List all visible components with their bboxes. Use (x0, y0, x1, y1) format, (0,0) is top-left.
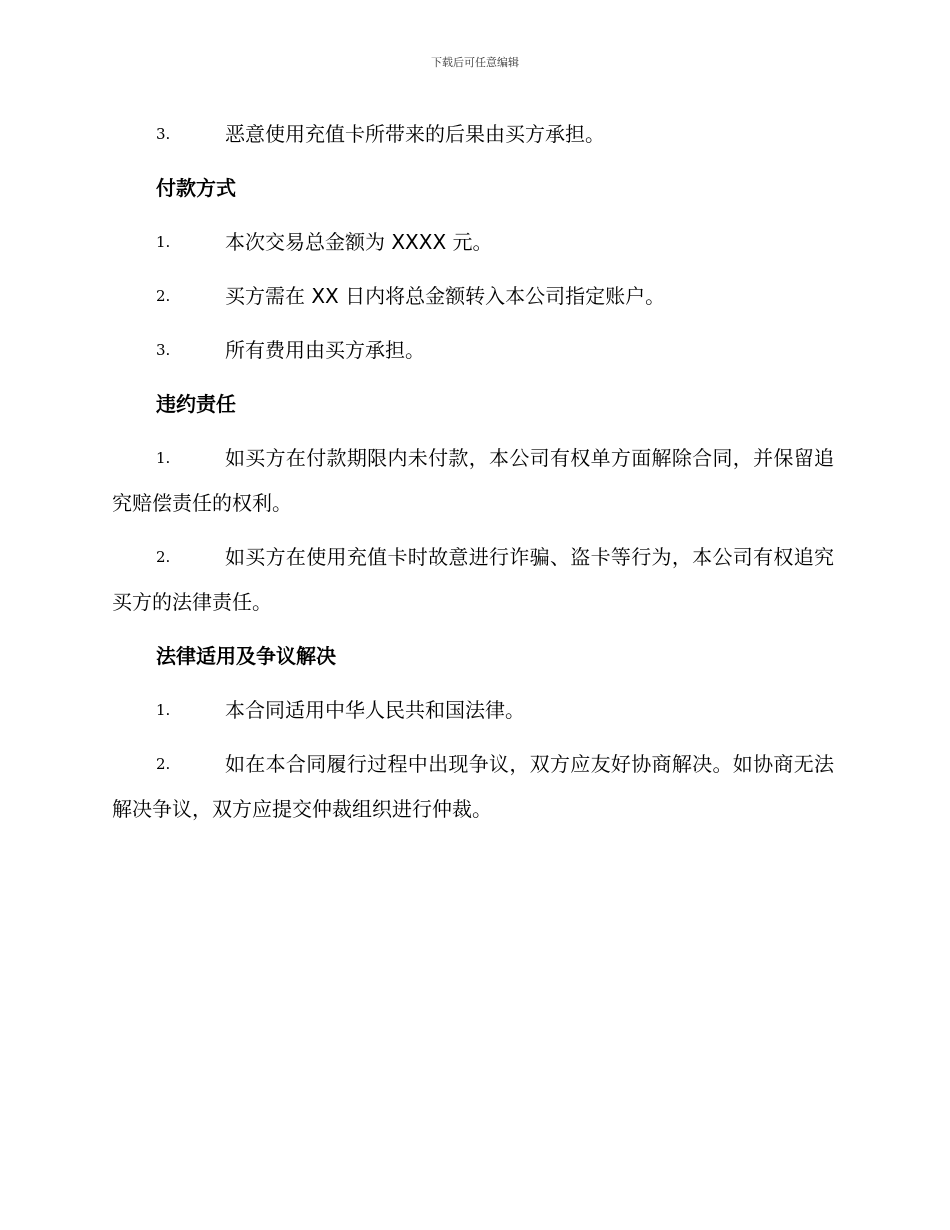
item-text: 恶意使用充值卡所带来的后果由买方承担。 (225, 122, 605, 146)
item-text: 所有费用由买方承担。 (225, 338, 425, 362)
item-text: 买方需在 XX 日内将总金额转入本公司指定账户。 (225, 284, 666, 308)
list-item (112, 328, 834, 373)
list-item (112, 535, 834, 625)
item-number: 1. (156, 701, 171, 719)
item-text: 如买方在付款期限内未付款，本公司有权单方面解除合同，并保留追究赔偿责任的权利。 (112, 446, 834, 515)
list-item (112, 274, 834, 319)
item-text: 本次交易总金额为 XXXX 元。 (225, 230, 493, 254)
list-item (112, 220, 834, 265)
section-heading-breach: 违约责任 (156, 392, 236, 416)
item-number: 2. (156, 755, 171, 773)
item-text: 如买方在使用充值卡时故意进行诈骗、盗卡等行为，本公司有权追究买方的法律责任。 (112, 545, 834, 614)
list-item (112, 436, 834, 526)
item-number: 1. (156, 449, 171, 467)
document-body (112, 112, 834, 841)
item-number: 1. (156, 233, 171, 251)
item-text: 如在本合同履行过程中出现争议，双方应友好协商解决。如协商无法解决争议，双方应提交仲裁组织进行仲裁。 (112, 752, 834, 821)
list-item (112, 112, 834, 157)
item-number: 3. (156, 341, 171, 359)
item-number: 3. (156, 125, 171, 143)
list-item (112, 742, 834, 832)
list-item (112, 688, 834, 733)
item-number: 2. (156, 548, 171, 566)
item-number: 2. (156, 287, 171, 305)
section-heading-payment: 付款方式 (156, 176, 236, 200)
item-text: 本合同适用中华人民共和国法律。 (225, 698, 525, 722)
page-header: 下载后可任意编辑 (431, 56, 519, 69)
section-heading-law: 法律适用及争议解决 (156, 644, 336, 668)
